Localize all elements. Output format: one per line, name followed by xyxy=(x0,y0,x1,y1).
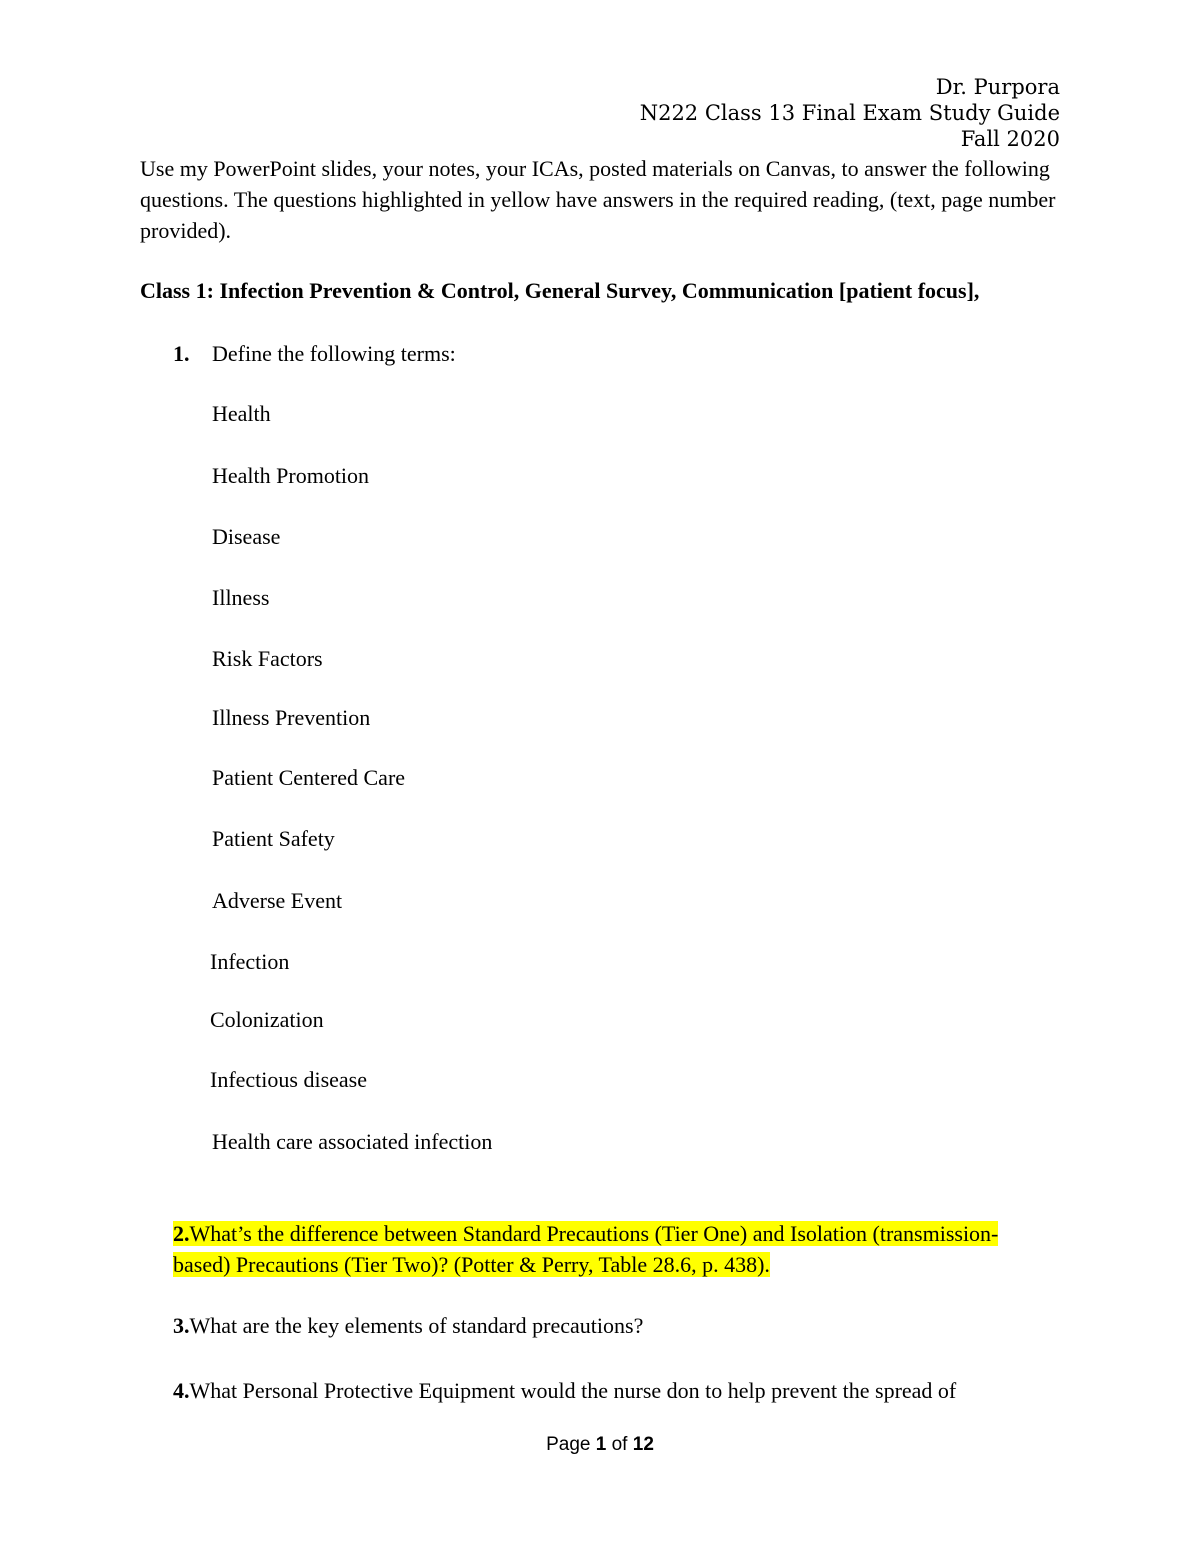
question-4-text: What Personal Protective Equipment would the nurse don to help prevent the spread of xyxy=(189,1378,957,1403)
page-footer xyxy=(0,1433,1200,1457)
footer-page-label: Page xyxy=(546,1434,591,1455)
term-item: Health xyxy=(212,401,271,426)
footer-total-pages: 12 xyxy=(632,1434,654,1455)
term-item: Illness xyxy=(212,585,270,610)
term-item: Patient Centered Care xyxy=(212,765,406,790)
question-2-line-2-highlight xyxy=(173,1252,770,1277)
term-item: Risk Factors xyxy=(212,646,323,671)
question-4 xyxy=(173,1375,1033,1406)
question-1-number: 1. xyxy=(173,341,190,366)
intro-paragraph: Use my PowerPoint slides, your notes, your ICAs, posted materials on Canvas, to answer the following questions. The questions highlighted in yellow have answers in the required reading, (text, page number provided). xyxy=(140,156,1056,243)
question-3-text: What are the key elements of standard precautions? xyxy=(189,1313,644,1338)
term-item: Colonization xyxy=(210,1007,324,1032)
footer-page-number: 1 xyxy=(595,1434,607,1455)
term-item: Adverse Event xyxy=(212,888,343,913)
question-3 xyxy=(173,1310,1033,1341)
term-item: Health Promotion xyxy=(212,463,370,488)
term-item: Illness Prevention xyxy=(212,705,371,730)
question-2 xyxy=(173,1218,1033,1280)
question-3-number: 3. xyxy=(173,1313,190,1338)
term-item: Infectious disease xyxy=(210,1067,367,1092)
header-term: Fall 2020 xyxy=(960,127,1060,151)
term-item: Infection xyxy=(210,949,290,974)
question-1 xyxy=(173,338,456,369)
term-item: Patient Safety xyxy=(212,826,335,851)
header-author: Dr. Purpora xyxy=(935,75,1060,99)
question-4-number: 4. xyxy=(173,1378,190,1403)
header-title: N222 Class 13 Final Exam Study Guide xyxy=(639,101,1060,125)
question-2-number: 2. xyxy=(173,1221,190,1246)
section-heading: Class 1: Infection Prevention & Control, General Survey, Communication [patient focus], xyxy=(140,278,980,303)
term-item: Disease xyxy=(212,524,281,549)
footer-of-label: of xyxy=(611,1434,628,1455)
question-2-line-1-highlight xyxy=(173,1221,998,1246)
term-item: Health care associated infection xyxy=(212,1129,493,1154)
question-2-line-2: based) Precautions (Tier Two)? (Potter & Perry, Table 28.6, p. 438). xyxy=(173,1252,770,1277)
question-2-line-1: What’s the difference between Standard Precautions (Tier One) and Isolation (transmission- xyxy=(189,1221,999,1246)
question-1-text: Define the following terms: xyxy=(212,341,456,366)
